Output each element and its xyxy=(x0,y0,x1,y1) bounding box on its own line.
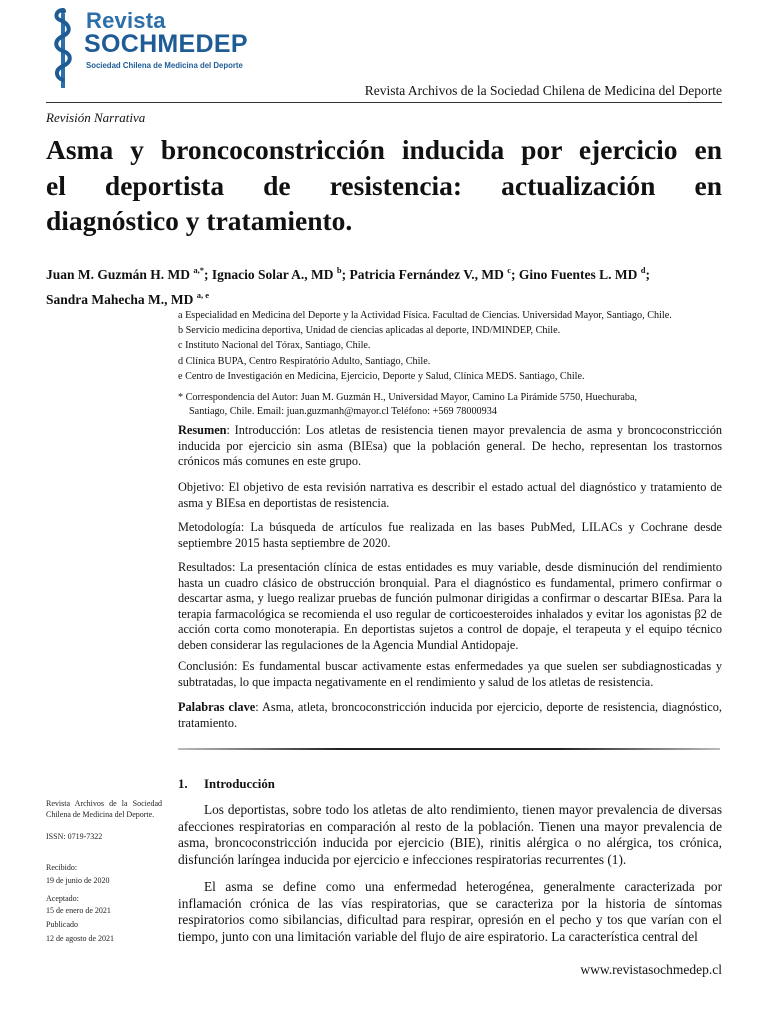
author-affiliation-mark: a, e xyxy=(196,290,210,300)
correspondence-line: * Correspondencia del Autor: Juan M. Guzmán H., Universidad Mayor, Camino La Pirámide 5750, Huechuraba, xyxy=(178,392,638,403)
journal-header: Revista Archivos de la Sociedad Chilena de Medicina del Deporte xyxy=(364,83,722,98)
author-affiliation-mark: a,* xyxy=(193,265,205,275)
journal-logo xyxy=(46,6,276,92)
title-line: diagnóstico y tratamiento. xyxy=(46,205,353,236)
author-name: ; Patricia Fernández V., MD xyxy=(341,267,504,282)
keywords-text: : Asma, atleta, broncoconstricción inducida por ejercicio, deporte de resistencia, diagnóstico, tratamiento. xyxy=(178,700,722,730)
abstract-intro xyxy=(178,423,722,470)
author-name: Sandra Mahecha M., MD xyxy=(46,292,194,307)
author-affiliation-mark: d xyxy=(640,265,646,275)
body-paragraph: Los deportistas, sobre todo los atletas de alto rendimiento, tienen mayor prevalencia de diversas afecciones respiratorias en comparación al resto de la población. Tienen una mayor prevalencia de asma, broncoconstricción inducida por ejercicio (BIE), rinitis alérgica o no alérgica, tos crónica, disfunción laríngea inducida por ejercicio e infecciones respiratorias recurrentes (1). xyxy=(178,802,722,868)
abstract-intro-text: : Introducción: Los atletas de resistencia tienen mayor prevalencia de asma y broncoconstricción inducida por ejercicio sin asma (BIEsa) que la población general. De hecho, representan los trastornos crónicos más comunes en este grupo. xyxy=(178,423,722,469)
title-line: Asma y broncoconstricción inducida por ejercicio en xyxy=(46,134,722,165)
correspondence-line: Santiago, Chile. Email: juan.guzmanh@mayor.cl Teléfono: +569 78000934 xyxy=(189,406,497,417)
sidebar-received-label: Recibido: xyxy=(46,863,78,872)
abstract-conclusion: Conclusión: Es fundamental buscar activamente estas enfermedades ya que suelen ser subdiagnosticadas y subtratadas, lo que impacta negativamente en el rendimiento y salud de los atletas de resistencia. xyxy=(178,659,722,689)
keywords xyxy=(178,700,722,731)
correspondence xyxy=(178,391,724,419)
sidebar-published-date: 12 de agosto de 2021 xyxy=(46,934,114,943)
section-divider xyxy=(178,748,720,750)
article-title xyxy=(46,132,722,239)
affiliation-item: c Instituto Nacional del Tórax, Santiago, Chile. xyxy=(178,340,371,352)
keywords-label: Palabras clave xyxy=(178,700,256,714)
affiliations xyxy=(178,308,728,384)
affiliation-item: a Especialidad en Medicina del Deporte y la Actividad Física. Facultad de Ciencias. Universidad Mayor, Santiago, Chile. xyxy=(178,310,672,321)
footer-url[interactable]: www.revistasochmedep.cl xyxy=(580,962,722,977)
author-name: ; Ignacio Solar A., MD xyxy=(204,267,334,282)
author-affiliation-mark: c xyxy=(507,265,512,275)
article-type: Revisión Narrativa xyxy=(46,110,146,125)
sidebar-accepted-label: Aceptado: xyxy=(46,894,79,903)
sidebar-received-date: 19 de junio de 2020 xyxy=(46,876,110,885)
sidebar-published-label: Publicado xyxy=(46,920,78,929)
sidebar-issn: ISSN: 0719-7322 xyxy=(46,832,103,841)
sidebar-accepted-date: 15 de enero de 2021 xyxy=(46,906,111,915)
title-line: el deportista de resistencia: actualización en xyxy=(46,169,722,201)
affiliation-item: b Servicio medicina deportiva, Unidad de ciencias aplicadas al deporte, IND/MINDEP, Chile. xyxy=(178,325,561,337)
logo-line-revista: Revista xyxy=(86,8,166,33)
section-number: 1. xyxy=(178,777,188,791)
body-paragraph: El asma se define como una enfermedad heterogénea, generalmente caracterizada por inflamación crónica de las vías respiratorias, que se caracteriza por la historia de síntomas respiratorios como sibilancias, dificultad para respirar, opresión en el pecho y tos que varían con el tiempo, junto con una limitación variable del flujo de aire espiratorio. La característica central del xyxy=(178,879,722,945)
section-title: Introducción xyxy=(204,777,275,791)
abstract-methods: Metodología: La búsqueda de artículos fue realizada en las bases PubMed, LILACs y Cochrane desde septiembre 2015 hasta septiembre de 2020. xyxy=(178,520,722,550)
author-name: ; Gino Fuentes L. MD xyxy=(511,267,638,282)
abstract-results: Resultados: La presentación clínica de estas entidades es muy variable, desde disminución del rendimiento hasta un cuadro clásico de obstrucción bronquial. Para el diagnóstico es fundamental, primero confirmar o descartar asma, y luego realizar pruebas de función pulmonar dirigidas a confirmar o descartar BIEsa. Para la terapia farmacológica se recomienda el uso regular de corticoesteroides inhalados y evitar los agonistas β2 de acción corta como monoterapia. En deportistas sujetos a control de dopaje, el terapeuta y el equipo técnico deben considerar las regulaciones de la Agencia Mundial Antidopaje. xyxy=(178,560,722,652)
caduceus-icon xyxy=(46,6,80,92)
author-affiliation-mark: b xyxy=(336,265,342,275)
author-name: Juan M. Guzmán H. MD xyxy=(46,267,191,282)
author-list xyxy=(46,260,726,310)
logo-line-society: Sociedad Chilena de Medicina del Deporte xyxy=(86,61,243,70)
sidebar-journal: Revista Archivos de la Sociedad Chilena de Medicina del Deporte. xyxy=(46,799,162,820)
logo-line-sochmedep: SOCHMEDEP xyxy=(84,30,248,58)
section-heading xyxy=(178,777,275,792)
affiliation-item: e Centro de Investigación en Medicina, Ejercicio, Deporte y Salud, Clínica MEDS. Santiago, Chile. xyxy=(178,370,585,382)
affiliation-item: d Clínica BUPA, Centro Respiratório Adulto, Santiago, Chile. xyxy=(178,355,431,367)
author-separator: ; xyxy=(645,267,650,282)
abstract-label: Resumen xyxy=(178,423,227,437)
abstract-objective: Objetivo: El objetivo de esta revisión narrativa es describir el estado actual del diagnóstico y tratamiento de asma y BIEsa en deportistas de resistencia. xyxy=(178,480,722,510)
header-rule xyxy=(46,102,722,103)
